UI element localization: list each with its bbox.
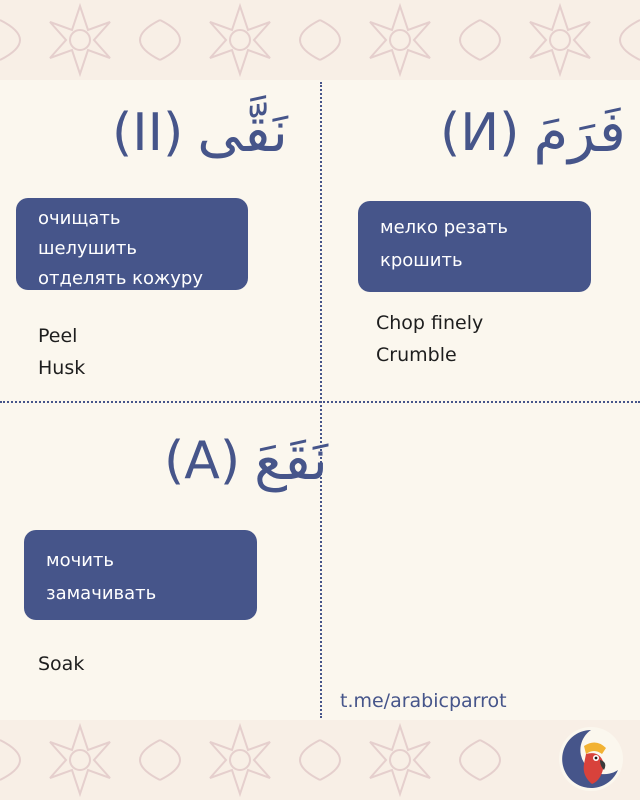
english-translations-1 xyxy=(38,320,85,384)
verb-class-label: (II) xyxy=(112,102,184,163)
english-translation: Peel xyxy=(38,325,78,347)
russian-translation: крошить xyxy=(380,250,463,271)
russian-translation: мочить xyxy=(46,550,115,571)
translation-card-russian-3 xyxy=(24,530,257,620)
english-translations-2 xyxy=(376,307,483,371)
verb-heading-3 xyxy=(164,428,328,493)
arabic-verb: نَقَّى xyxy=(197,100,288,165)
ornament-pattern-icon xyxy=(0,720,640,800)
translation-card-russian-2 xyxy=(358,201,591,292)
english-translation: Soak xyxy=(38,653,85,675)
ornament-pattern-icon xyxy=(0,0,640,80)
english-translation: Crumble xyxy=(376,344,457,366)
verb-heading-1 xyxy=(112,100,288,165)
arabic-verb: نَقَعَ xyxy=(254,428,328,493)
english-translations-3 xyxy=(38,648,84,680)
verb-class-label: (И) xyxy=(440,102,520,163)
arabic-verb: فَرَمَ xyxy=(533,100,626,165)
english-translation: Husk xyxy=(38,357,86,379)
top-ornament-band xyxy=(0,0,640,80)
bottom-ornament-band xyxy=(0,720,640,800)
russian-translation: шелушить xyxy=(38,238,137,259)
parrot-logo-icon xyxy=(556,724,626,794)
russian-translation: отделять кожуру xyxy=(38,268,203,289)
horizontal-divider xyxy=(0,401,640,403)
russian-translation: мелко резать xyxy=(380,217,508,238)
telegram-channel-link[interactable]: t.me/arabicparrot xyxy=(340,690,507,712)
verb-class-label: (A) xyxy=(164,430,241,491)
english-translation: Chop finely xyxy=(376,312,484,334)
russian-translation: очищать xyxy=(38,208,121,229)
verb-heading-2 xyxy=(440,100,626,165)
russian-translation: замачивать xyxy=(46,583,157,604)
translation-card-russian-1 xyxy=(16,198,248,290)
vertical-divider xyxy=(320,82,322,718)
